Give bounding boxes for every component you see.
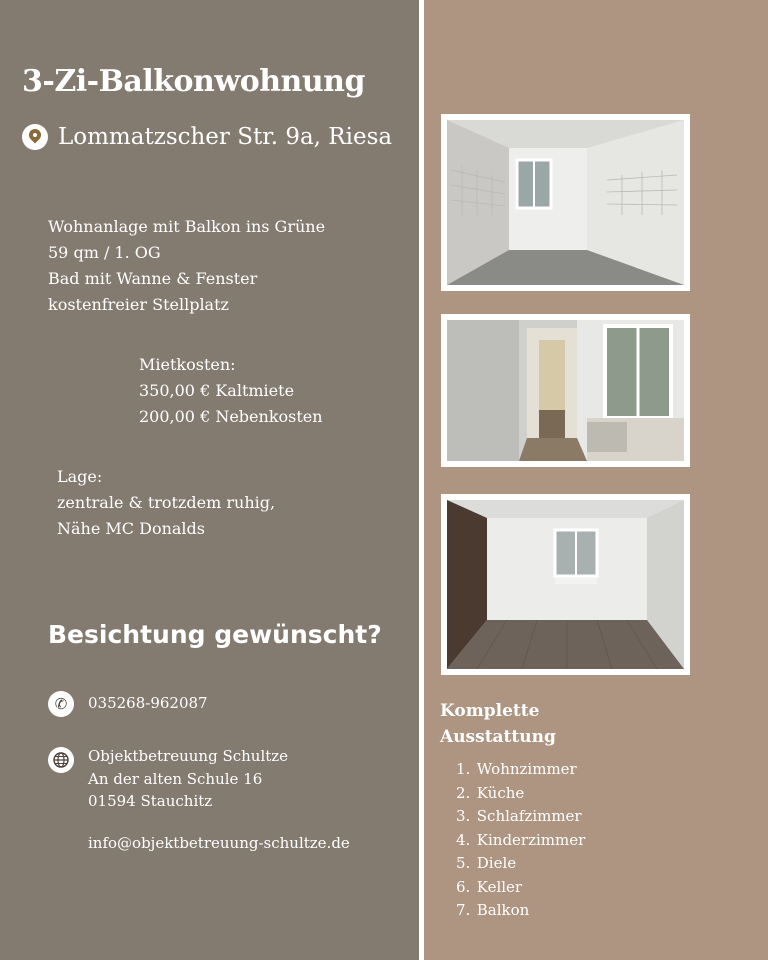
list-item-number: 2. <box>456 783 471 802</box>
list-item <box>456 854 585 878</box>
feature-item: kostenfreier Stellplatz <box>48 295 229 314</box>
feature-item: 59 qm / 1. OG <box>48 243 161 262</box>
list-item <box>456 784 585 808</box>
list-item-number: 6. <box>456 877 471 896</box>
list-item-label: Schlafzimmer <box>476 807 582 825</box>
photo-kitchen <box>441 114 690 291</box>
phone-number[interactable]: 035268-962087 <box>88 694 208 712</box>
list-item <box>456 878 585 902</box>
list-item-number: 3. <box>456 807 471 825</box>
globe-icon <box>48 747 74 773</box>
cold-rent: 350,00 € Kaltmiete <box>139 381 295 400</box>
location-info <box>57 464 275 542</box>
page-title: 3-Zi-Balkonwohnung <box>22 64 365 99</box>
costs-label: Mietkosten: <box>139 355 236 374</box>
location-label: Lage: <box>57 467 103 486</box>
equipment-heading-line: Ausstattung <box>440 727 556 747</box>
location-pin-icon <box>22 124 48 150</box>
list-item <box>456 831 585 855</box>
contact-email-link[interactable]: info@objektbetreuung-schultze.de <box>88 834 350 852</box>
list-item-number: 7. <box>456 901 471 919</box>
room-list <box>456 760 585 925</box>
list-item-number: 4. <box>456 830 471 849</box>
viewing-cta-heading: Besichtung gewünscht? <box>48 620 382 649</box>
list-item-label: Küche <box>476 783 525 802</box>
list-item-label: Kinderzimmer <box>476 830 586 849</box>
address-row <box>22 124 392 150</box>
contact-street: An der alten Schule 16 <box>88 769 263 788</box>
equipment-heading <box>440 698 556 750</box>
contact-city: 01594 Stauchitz <box>88 792 213 810</box>
list-item-label: Wohnzimmer <box>476 760 577 778</box>
contact-address <box>88 745 288 813</box>
list-item-number: 5. <box>456 854 471 872</box>
list-item-number: 1. <box>456 760 471 778</box>
photo-hallway <box>441 314 690 467</box>
list-item-label: Diele <box>476 854 517 872</box>
phone-icon: ✆ <box>48 691 74 717</box>
feature-list <box>48 214 325 318</box>
list-item-label: Balkon <box>476 901 530 919</box>
address: Lommatzscher Str. 9a, Riesa <box>58 124 393 150</box>
location-line: zentrale & trotzdem ruhig, <box>57 493 276 512</box>
rent-costs <box>139 352 323 430</box>
location-line: Nähe MC Donalds <box>57 519 205 538</box>
list-item <box>456 807 585 831</box>
feature-item: Wohnanlage mit Balkon ins Grüne <box>48 217 326 236</box>
contact-name: Objektbetreuung Schultze <box>88 747 289 765</box>
extra-costs: 200,00 € Nebenkosten <box>139 407 323 426</box>
feature-item: Bad mit Wanne & Fenster <box>48 269 258 288</box>
photo-room <box>441 494 690 675</box>
list-item <box>456 901 585 925</box>
list-item <box>456 760 585 784</box>
equipment-heading-line: Komplette <box>440 701 540 721</box>
list-item-label: Keller <box>476 877 523 896</box>
